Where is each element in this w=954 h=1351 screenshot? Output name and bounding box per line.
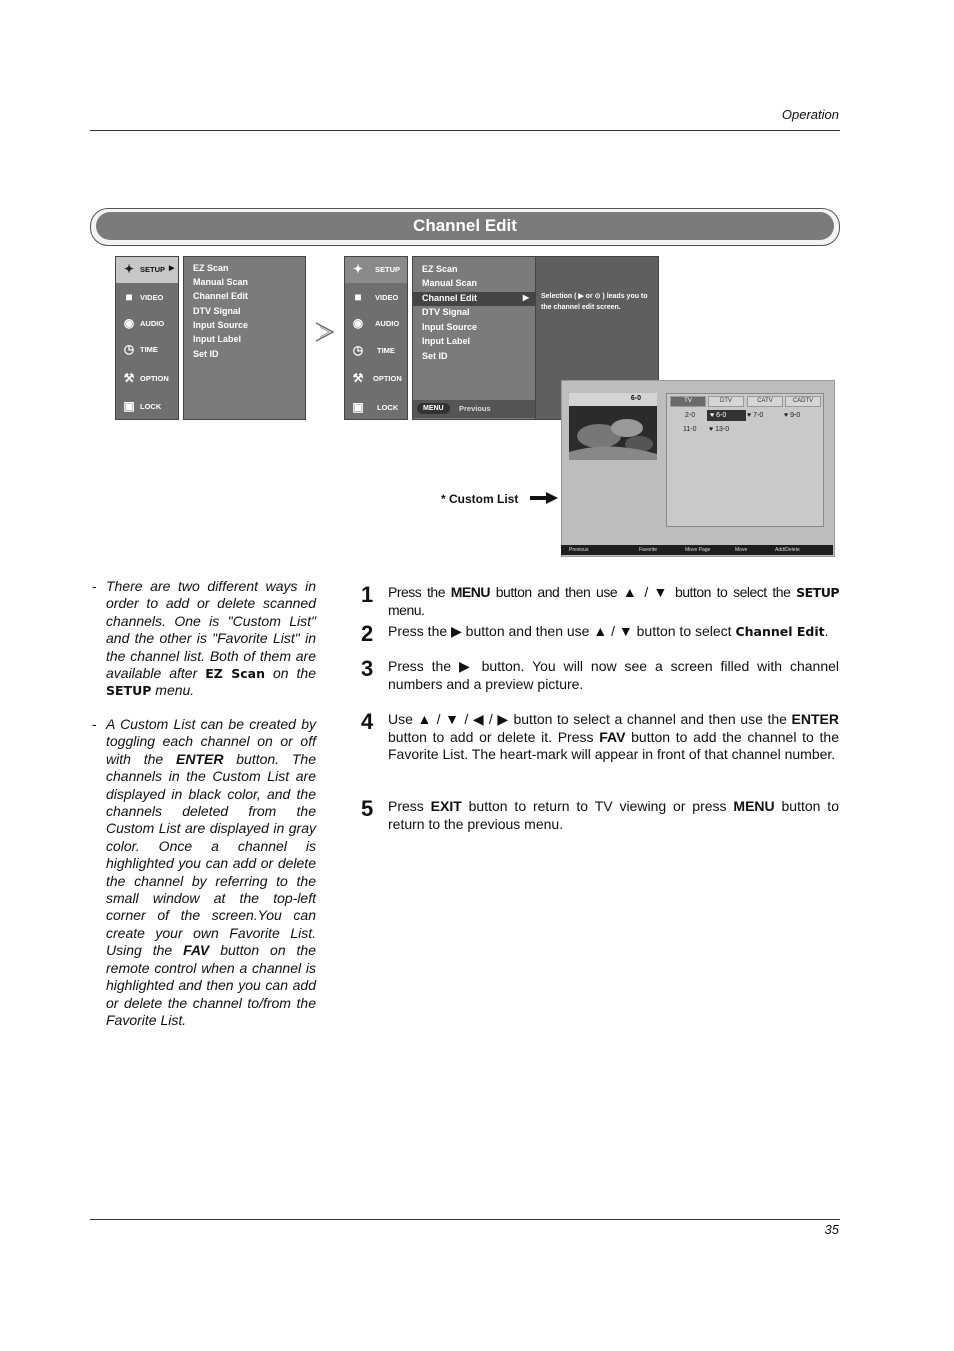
tab-dtv[interactable]: DTV [708,396,744,407]
step-2 [361,621,839,646]
menu1-panel [183,256,306,420]
step-text [388,658,839,693]
channel-cell[interactable]: 11-0 [683,426,697,433]
footer-move-page: Move Page [685,547,711,553]
menu1-side-time[interactable] [116,337,178,363]
text-run: Press [388,798,431,814]
lock-icon: ▣ [352,400,364,414]
emphasis-text: EZ Scan [205,666,266,682]
emphasis-text: ENTER [175,750,224,767]
text-run: button to add the channel to the Favorite List. The heart-mark will appear in front of that channel number. [388,728,839,762]
channel-grid [666,393,824,527]
speaker-icon: ◉ [352,316,364,330]
step-number: 4 [361,709,374,734]
wrench-icon: ⚒ [352,371,364,385]
tv-icon: ■ [354,290,362,304]
menu-button[interactable]: MENU [417,403,450,414]
step-text [388,711,839,764]
menu2-item-input-source[interactable]: Input Source [422,322,478,332]
text-run: A Custom List can be created by toggling each channel on or off with the [106,716,316,767]
text-run: There are two different ways in order to add or delete scanned channels. One is "Custom List" and the other is "Favorite List" in the channel list. Both of them are available after [106,578,316,682]
page-number: 35 [824,1222,839,1237]
menu1-side-label: LOCK [140,402,162,411]
menu2-sidebar [344,256,408,420]
footer-previous: Previous [569,547,589,553]
footer-rule [90,1219,840,1220]
section-label: Operation [781,107,839,122]
arrow-right-icon: ▶ [522,293,529,302]
channel-cell-selected[interactable]: ♥ 6-0 [707,410,746,421]
preview-channel-number: 6-0 [630,395,641,402]
menu2-side-label: VIDEO [375,293,399,302]
menu1-item-ez-scan[interactable]: EZ Scan [193,263,229,273]
section-title: Channel Edit [413,216,517,235]
text-run: on the [265,665,316,682]
menu2-item-manual-scan[interactable]: Manual Scan [422,278,478,288]
emphasis-text: FAV [183,942,210,959]
step-text [388,798,839,833]
footer-move: Move [735,547,748,553]
step-4 [361,711,839,764]
note-body [106,716,316,1029]
menu1-side-label: AUDIO [140,319,165,328]
previous-label: Previous [459,404,491,413]
emphasis-text: ENTER [791,711,839,727]
menu2-bottom-bar [413,400,535,418]
menu1-side-label: OPTION [140,374,169,383]
text-run: Press the [388,584,451,600]
menu2-item-set-id[interactable]: Set ID [422,351,448,361]
channel-cell[interactable]: ♥ 13-0 [709,426,730,433]
note-dash: - [92,578,97,594]
emphasis-text: MENU [733,798,775,814]
emphasis-text: EXIT [430,798,462,814]
menu2-item-channel-edit[interactable]: Channel Edit [422,293,478,303]
clock-icon: ◷ [352,343,364,357]
satellite-icon: ✦ [123,262,135,276]
tab-cadtv[interactable]: CADTV [785,396,821,407]
menu2-panel [412,256,536,420]
arrow-right-icon [530,492,558,504]
custom-list-label: * Custom List [441,492,519,506]
menu2-side-option[interactable] [345,366,407,392]
preview-picture [569,406,657,460]
footer-favorite: Favorite [639,547,658,553]
text-run: menu. [151,682,195,699]
menu2-side-label: LOCK [377,403,399,412]
text-run: button and then use ▲ / ▼ button to select the [490,584,797,600]
menu1-side-label: SETUP [140,265,166,274]
menu1-item-channel-edit[interactable]: Channel Edit [193,291,249,301]
lock-icon: ▣ [123,399,135,413]
menu1-side-lock[interactable] [116,394,178,420]
menu1-side-option[interactable] [116,366,178,392]
tab-catv[interactable]: CATV [747,396,783,407]
text-run: button to return to the previous menu. [388,798,839,832]
menu2-side-label: AUDIO [375,319,400,328]
menu2-side-setup[interactable] [345,257,407,283]
menu2-side-audio[interactable] [345,311,407,337]
channel-cell[interactable]: ♥ 9-0 [784,412,801,419]
emphasis-text: FAV [599,728,626,745]
menu2-item-dtv-signal[interactable]: DTV Signal [422,307,470,317]
text-run: Press the ▶ button. You will now see a screen filled with channel numbers and a preview picture. [388,658,839,692]
menu2-item-input-label[interactable]: Input Label [422,336,470,346]
menu2-side-label: OPTION [373,374,402,383]
step-1 [361,584,839,619]
tab-tv[interactable]: TV [670,396,706,407]
menu1-side-label: VIDEO [140,293,164,302]
menu2-side-video[interactable] [345,285,407,311]
menu1-side-video[interactable] [116,285,178,311]
next-step-arrow-icon [314,321,336,343]
step-number: 2 [361,621,374,646]
text-run: button to add or delete it. Press [388,728,600,745]
menu1-item-manual-scan[interactable]: Manual Scan [193,277,249,287]
menu1-item-input-source[interactable]: Input Source [193,320,249,330]
text-run: Use ▲ / ▼ / ◀ / ▶ button to select a channel and then use the [388,711,792,727]
note-body [106,578,316,700]
preview-header [569,393,657,406]
speaker-icon: ◉ [123,316,135,330]
tv-icon: ■ [125,290,133,304]
clock-icon: ◷ [123,342,135,356]
menu1-side-audio[interactable] [116,311,178,337]
note-1 [92,578,316,700]
help-text: Selection ( ▶ or ⊙ ) leads you to the channel edit screen. [541,293,648,311]
satellite-icon: ✦ [352,262,364,276]
footer-add-delete: Add/Delete [775,547,800,553]
emphasis-text: MENU [450,584,490,600]
step-number: 3 [361,656,374,681]
header-rule [90,130,840,131]
emphasis-text: SETUP [106,683,152,699]
channel-cell[interactable]: ♥ 7-0 [747,412,764,419]
menu1-item-input-label[interactable]: Input Label [193,334,241,344]
step-5 [361,798,839,833]
emphasis-text: Channel Edit [735,624,825,639]
text-run: Press the ▶ button and then use ▲ / ▼ button to select [388,623,736,639]
menu1-sidebar [115,256,179,420]
note-2 [92,716,316,1029]
step-number: 5 [361,796,374,821]
menu2-side-lock[interactable] [345,395,407,421]
text-run: button on the remote control when a channel is highlighted and then you can add or delete the channel to/from the Favorite List. [106,942,316,1028]
text-run: button. The channels in the Custom List are displayed in black color, and the channels deleted from the Custom List are displayed in gray color. Once a channel is highlighted you can add or delete the channel by referring to the small window at the top-left corner of the screen.You can create your own Favorite List. Using the [106,750,316,959]
step-number: 1 [361,582,374,607]
text-run: menu. [388,601,425,618]
menu2-side-time[interactable] [345,338,407,364]
channel-screen-footer [561,545,833,555]
step-3 [361,658,839,693]
text-run: button to return to TV viewing or press [461,798,734,814]
arrow-right-icon: ▶ [169,265,175,272]
menu1-item-set-id[interactable]: Set ID [193,349,219,359]
text-run: . [824,623,829,639]
menu1-side-label: TIME [140,345,158,354]
menu2-item-ez-scan[interactable]: EZ Scan [422,264,458,274]
menu2-side-label: TIME [377,346,395,355]
note-dash: - [92,716,97,732]
emphasis-text: SETUP [796,585,840,600]
menu1-item-dtv-signal[interactable]: DTV Signal [193,306,241,316]
channel-cell[interactable]: 2-0 [685,412,696,419]
menu1-side-setup[interactable] [116,257,178,283]
wrench-icon: ⚒ [123,371,135,385]
step-text [388,584,839,619]
menu2-side-label: SETUP [375,265,401,274]
step-text [388,623,839,641]
preview-image-icon [569,406,657,460]
